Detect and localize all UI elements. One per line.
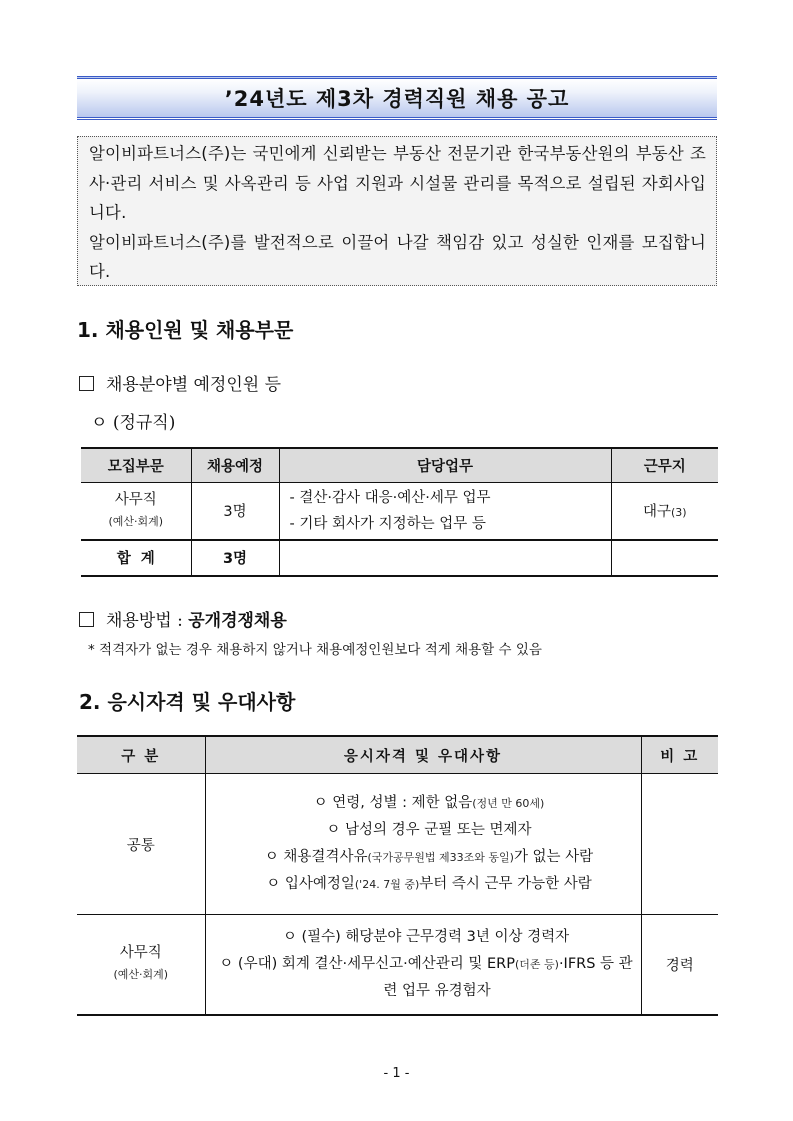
office-label-cell — [77, 915, 205, 1015]
intro-paragraph-1: 알이비파트너스(주)는 국민에게 신뢰받는 부동산 전문기관 한국부동산원의 부동산 조사·관리 서비스 및 사옥관리 등 사업 지원과 시설물 관리를 목적으로 설립된 자회사입니다. — [89, 144, 706, 222]
dept-cell — [81, 483, 191, 540]
header-count: 채용예정 — [191, 448, 279, 483]
page-number: - 1 - — [383, 1066, 410, 1081]
office-item-2: ㅇ (우대) 회계 결산·세무신고·예산관리 및 ERP(더존 등)·IFRS 등 관련 업무 유경험자 — [219, 955, 633, 999]
square-bullet-icon — [79, 376, 94, 391]
table-row — [81, 483, 718, 540]
page-title: ’24년도 제3차 경력직원 채용 공고 — [224, 87, 570, 111]
total-label: 합 계 — [81, 540, 191, 576]
dept-name: 사무직 — [114, 491, 157, 508]
qualification-table — [77, 735, 718, 1016]
header-note: 비 고 — [641, 736, 718, 774]
common-item-3: ㅇ 채용결격사유(국가공무원법 제33조와 동일)가 없는 사람 — [264, 848, 594, 865]
office-label-sub: (예산·회계) — [113, 968, 169, 982]
recruit-method — [79, 606, 287, 631]
common-item-1: ㅇ 연령, 성별 : 제한 없음(정년 만 60세) — [313, 794, 545, 811]
location-count: (3) — [670, 506, 687, 520]
common-label: 공통 — [77, 774, 205, 915]
section2-heading: 2. 응시자격 및 우대사항 — [79, 690, 296, 714]
header-dept: 모집부문 — [81, 448, 191, 483]
recruit-count-label: 채용분야별 예정인원 등 — [106, 375, 282, 395]
common-qualifications — [205, 774, 641, 915]
header-duty: 담당업무 — [279, 448, 611, 483]
office-label: 사무직 — [119, 945, 162, 962]
qual-table-header — [77, 736, 718, 774]
header-location: 근무지 — [611, 448, 718, 483]
recruit-method-value: 공개경쟁채용 — [188, 611, 287, 631]
count-cell: 3명 — [191, 483, 279, 540]
location-name: 대구 — [642, 504, 671, 521]
intro-paragraph-2: 알이비파트너스(주)를 발전적으로 이끌어 나갈 책임감 있고 성실한 인재를 모집합니다. — [89, 232, 706, 281]
table-row — [77, 915, 718, 1015]
duty-line-2: - 기타 회사가 지정하는 업무 등 — [289, 515, 486, 532]
section1-heading: 1. 채용인원 및 채용부문 — [77, 318, 294, 342]
common-item-2: ㅇ 남성의 경우 군필 또는 면제자 — [326, 822, 532, 838]
recruit-table-header — [81, 448, 718, 483]
recruit-count-subheading — [79, 370, 281, 395]
total-empty-2 — [611, 540, 718, 576]
title-bar — [77, 76, 717, 120]
employment-type: ㅇ (정규직) — [91, 413, 176, 433]
table-row — [77, 774, 718, 915]
total-row — [81, 540, 718, 576]
office-qualifications — [205, 915, 641, 1015]
intro-box — [77, 136, 717, 286]
square-bullet-icon — [79, 612, 94, 627]
recruit-method-label: 채용방법 : — [106, 611, 189, 631]
header-qualification: 응시자격 및 우대사항 — [205, 736, 641, 774]
office-note: 경력 — [641, 915, 718, 1015]
duty-cell — [279, 483, 611, 540]
common-note — [641, 774, 718, 915]
header-category: 구 분 — [77, 736, 205, 774]
dept-sub: (예산·회계) — [108, 514, 164, 528]
location-cell — [611, 483, 718, 540]
total-empty-1 — [279, 540, 611, 576]
office-item-1: ㅇ (필수) 해당분야 근무경력 3년 이상 경력자 — [282, 929, 570, 945]
duty-line-1: - 결산·감사 대응·예산·세무 업무 — [289, 489, 491, 506]
recruit-note: * 적격자가 없는 경우 채용하지 않거나 채용예정인원보다 적게 채용할 수 있음 — [88, 642, 542, 658]
recruit-table — [81, 447, 718, 577]
total-count: 3명 — [191, 540, 279, 576]
common-item-4: ㅇ 입사예정일('24. 7월 중)부터 즉시 근무 가능한 사람 — [266, 876, 592, 892]
